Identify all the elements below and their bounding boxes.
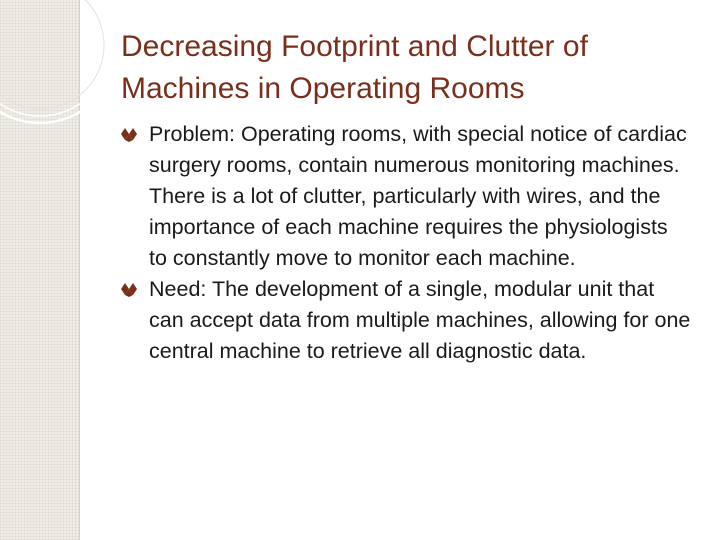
slide-title: Decreasing Footprint and Clutter of Machines in Operating Rooms [121, 30, 588, 105]
bullet-problem-text: Problem: Operating rooms, with special notice of cardiac surgery rooms, contain numerous monitoring machines. There is a lot of clutter, particularly with wires, and the importance of each machine requires the physiologists to constantly move to monitor each machine. [149, 122, 687, 270]
diamond-bullet-icon [121, 127, 137, 142]
bullet-need-text: Need: The development of a single, modular unit that can accept data from multiple machines, allowing for one central machine to retrieve all diagnostic data. [149, 277, 691, 363]
bullet-list [121, 119, 691, 367]
diamond-bullet-icon [121, 282, 137, 297]
bullet-problem [121, 119, 691, 274]
bullet-need [121, 274, 691, 367]
